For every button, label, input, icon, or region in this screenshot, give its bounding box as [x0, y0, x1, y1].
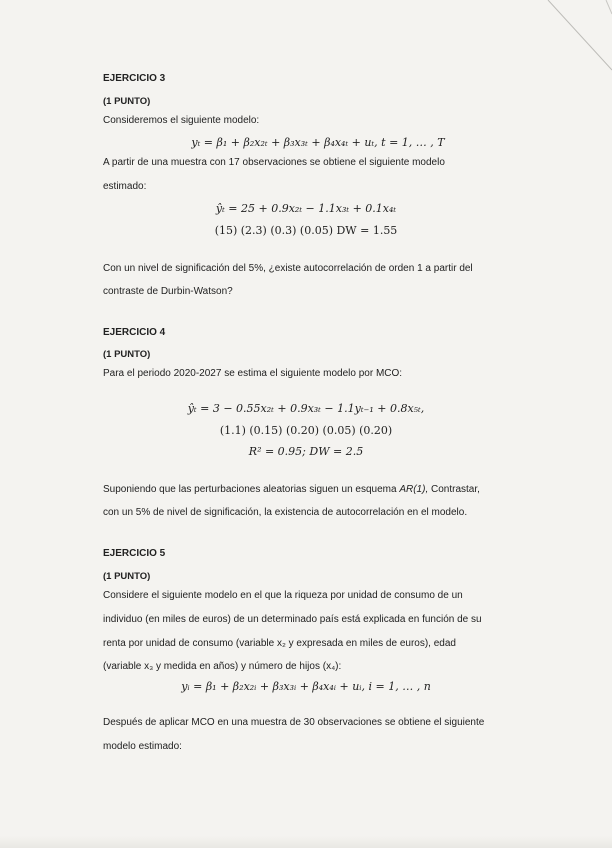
ex3-intro: Consideremos el siguiente modelo:: [103, 115, 260, 126]
ex4-estimated-equation: ŷₜ = 3 − 0.55x₂ₜ + 0.9x₃ₜ − 1.1yₜ₋₁ + 0.8x₅ₜ,: [187, 402, 425, 415]
ex3-question-line-1: Con un nivel de significación del 5%, ¿existe autocorrelación de orden 1 a partir del: [103, 263, 473, 274]
ex5-paragraph-line-4: (variable x₃ y medida en años) y número de hijos (x₄):: [103, 661, 342, 672]
ex4-points: (1 PUNTO): [103, 349, 151, 360]
ex5-title: EJERCICIO 5: [103, 548, 166, 559]
ex3-title: EJERCICIO 3: [103, 73, 166, 84]
ex3-desc-line-2: estimado:: [103, 181, 147, 192]
ex4-intro: Para el periodo 2020-2027 se estima el siguiente modelo por MCO:: [103, 368, 403, 379]
ex5-after-line-2: modelo estimado:: [103, 741, 182, 752]
ex3-question-line-2: contraste de Durbin-Watson?: [103, 286, 233, 297]
ex4-question-line-2: con un 5% de nivel de significación, la existencia de autocorrelación en el modelo.: [103, 507, 468, 518]
ex4-standard-errors: (1.1) (0.15) (0.20) (0.05) (0.20): [219, 424, 393, 437]
ex4-fit-statistics: R² = 0.95; DW = 2.5: [248, 445, 364, 458]
ex5-after-line-1: Después de aplicar MCO en una muestra de 30 observaciones se obtiene el siguiente: [103, 717, 485, 728]
ex3-model-equation: yₜ = β₁ + β₂x₂ₜ + β₃x₃ₜ + β₄x₄ₜ + uₜ, t = 1, … , T: [191, 136, 445, 149]
ex5-paragraph-line-3: renta por unidad de consumo (variable x₂ y expresada en miles de euros), edad: [103, 638, 456, 649]
ex3-standard-errors: (15) (2.3) (0.3) (0.05) DW = 1.55: [214, 224, 398, 237]
page-bottom-shadow: [0, 836, 612, 848]
ex4-question-text-c: Contrastar,: [431, 484, 480, 495]
ex4-title: EJERCICIO 4: [103, 327, 166, 338]
ex3-desc-line-1: A partir de una muestra con 17 observaciones se obtiene el siguiente modelo: [103, 157, 445, 168]
ex4-ar1-term: AR(1),: [399, 484, 429, 495]
ex5-paragraph-line-1: Considere el siguiente modelo en el que la riqueza por unidad de consumo de un: [103, 590, 463, 601]
ex3-estimated-equation: ŷₜ = 25 + 0.9x₂ₜ − 1.1x₃ₜ + 0.1x₄ₜ: [215, 202, 397, 215]
ex4-question-line-1: [103, 483, 528, 497]
ex4-question-text-a: Suponiendo que las perturbaciones aleatorias siguen un esquema: [103, 484, 397, 495]
ex5-model-equation: yᵢ = β₁ + β₂x₂ᵢ + β₃x₃ᵢ + β₄x₄ᵢ + uᵢ, i = 1, … , n: [181, 680, 431, 693]
ex5-paragraph-line-2: individuo (en miles de euros) de un determinado país está explicada en función de su: [103, 614, 482, 625]
ex5-points: (1 PUNTO): [103, 571, 151, 582]
ex3-points: (1 PUNTO): [103, 96, 151, 107]
